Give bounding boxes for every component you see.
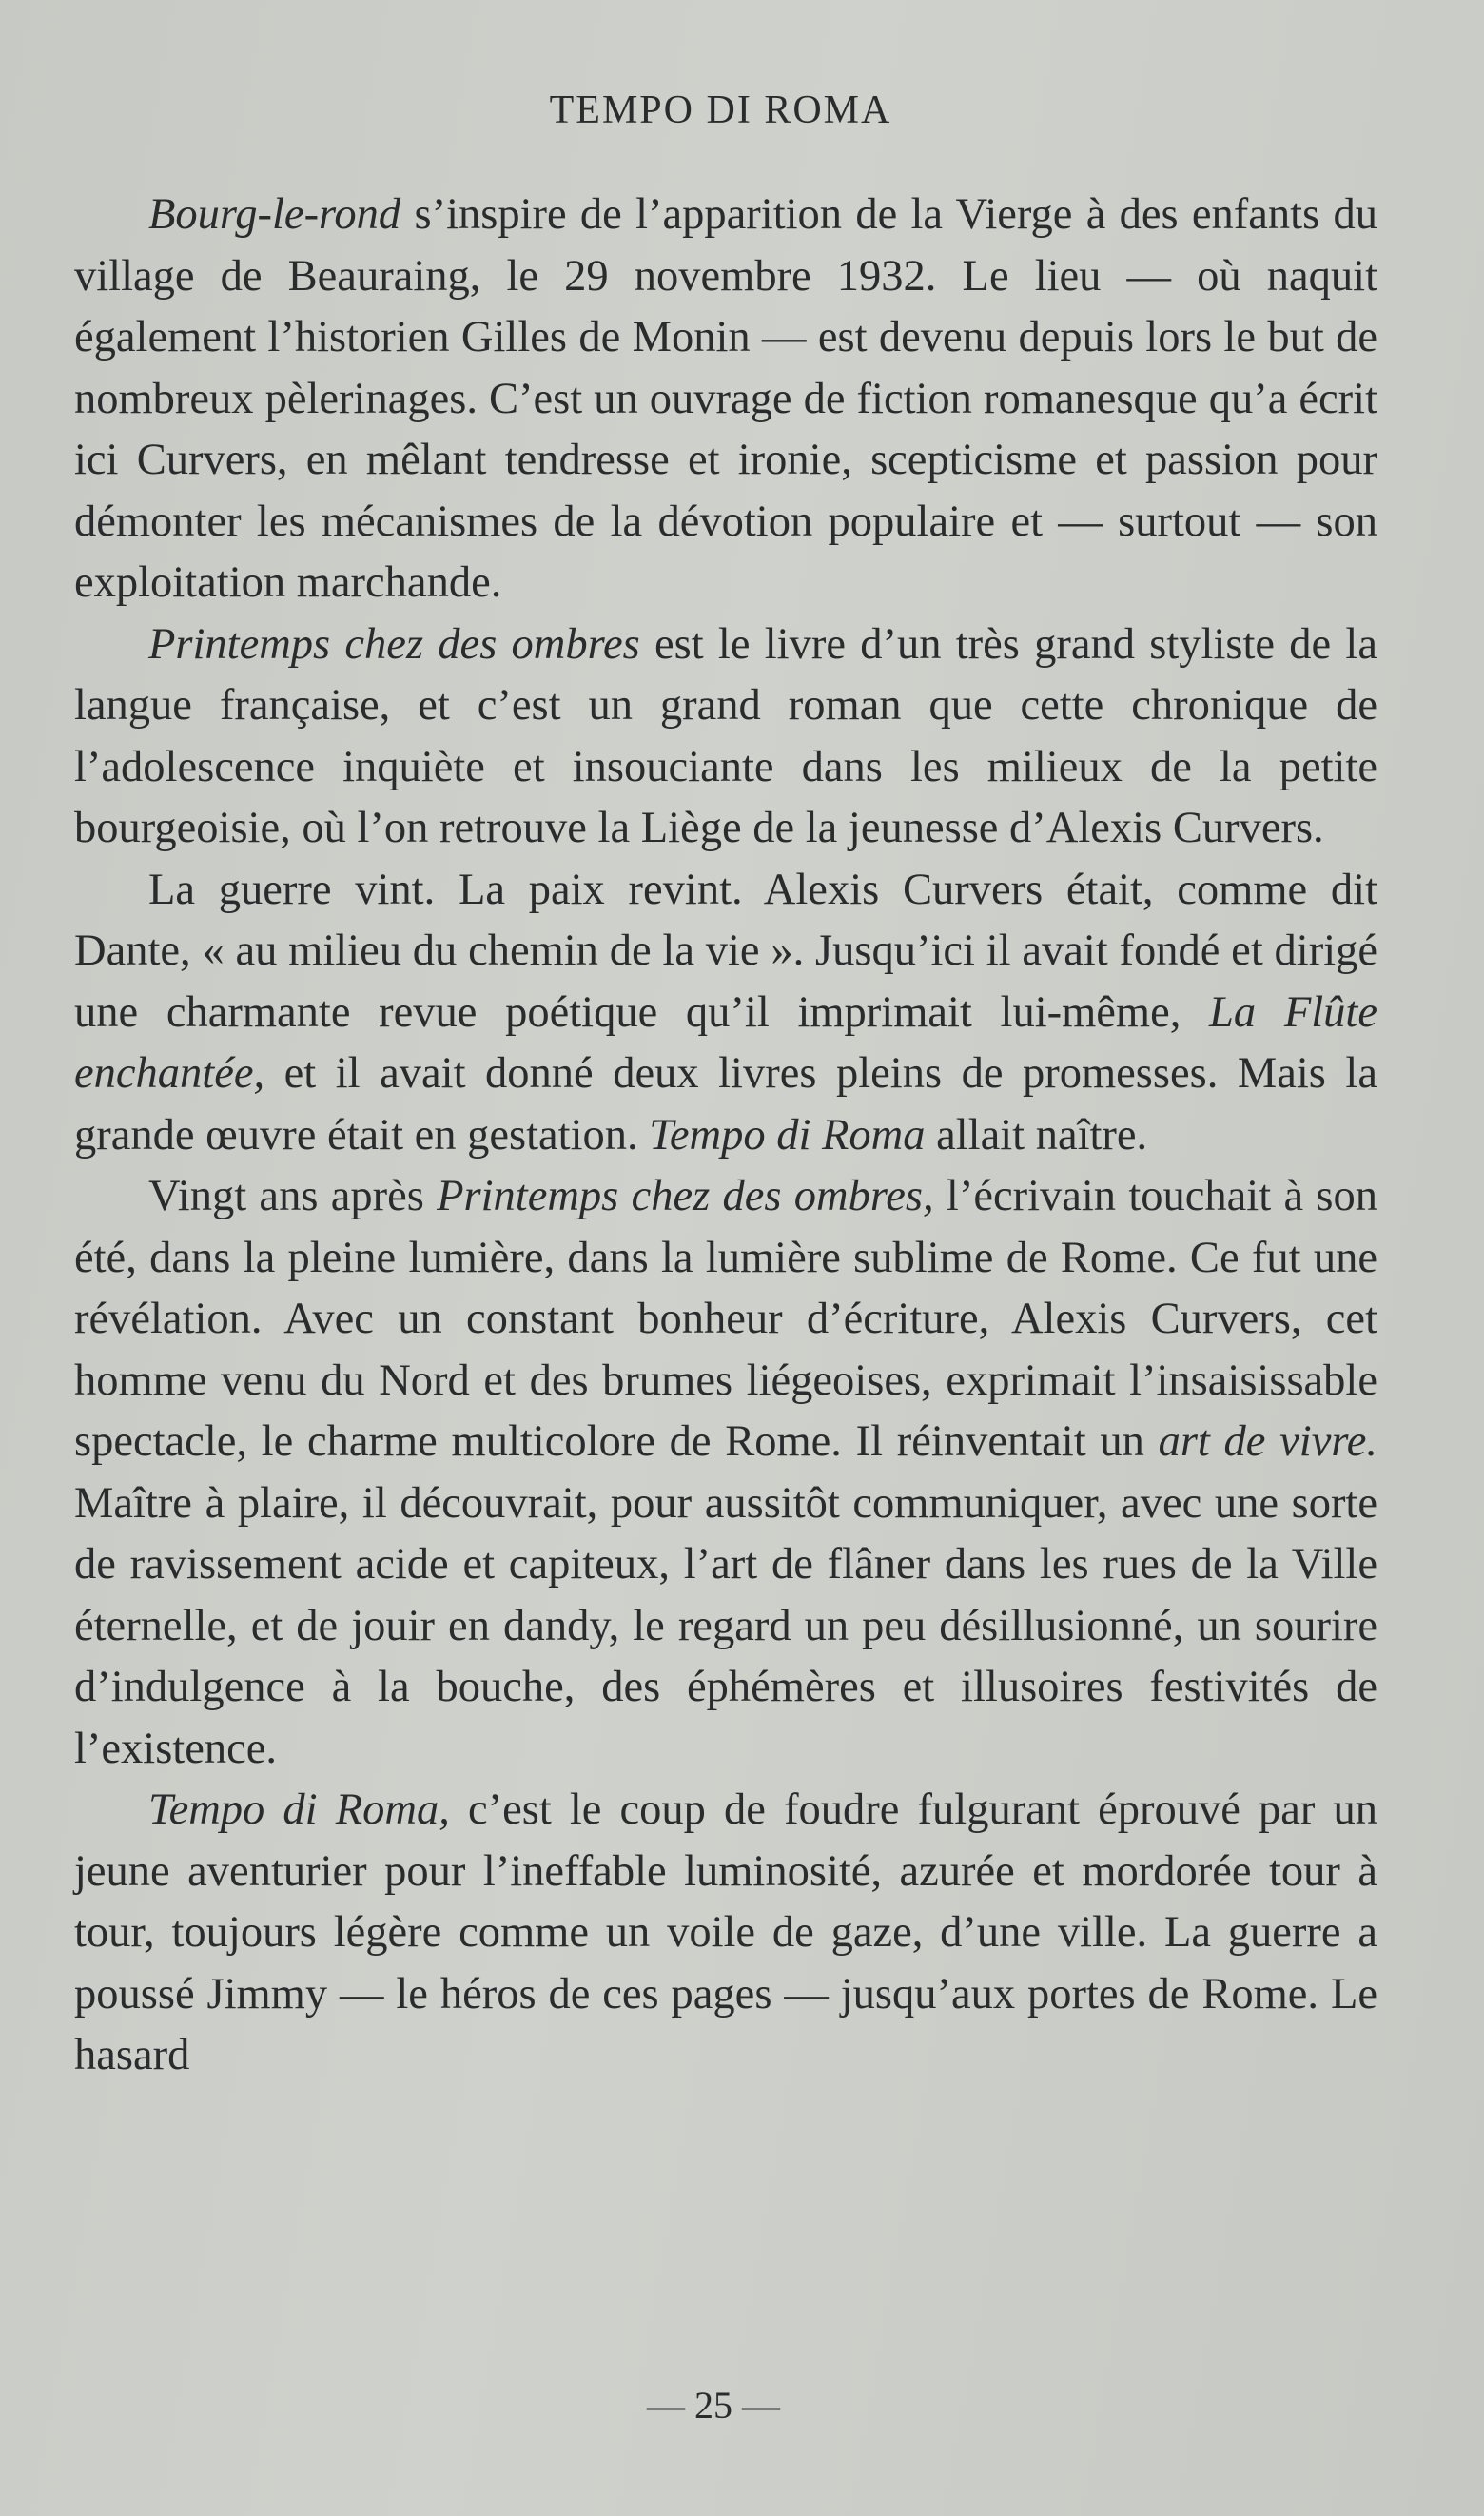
paragraph-4 bbox=[74, 1166, 1377, 1780]
book-title-tempo-2: Tempo di Roma, bbox=[148, 1785, 450, 1834]
paragraph-4-text-a: Vingt ans après bbox=[148, 1172, 438, 1220]
book-title-tempo: Tempo di Roma bbox=[649, 1110, 926, 1160]
book-title-flute: La Flûte enchantée, bbox=[74, 987, 1377, 1098]
paragraph-1 bbox=[74, 185, 1377, 614]
paragraph-3-text-a: La guerre vint. La paix revint. Alexis Curvers était, comme dit Dante, « au milieu du chemin de la vie ». Jusqu’ici il avait fondé et dirigé une charmante revue poétique qu’il imprimait lui-même, bbox=[74, 865, 1377, 1037]
emphasis-art-de-vivre: art de vivre. bbox=[1158, 1417, 1377, 1466]
paragraph-3-text-c: allait naître. bbox=[925, 1110, 1148, 1160]
book-title-bourg-le-rond: Bourg-le-rond bbox=[148, 190, 401, 239]
paragraph-3-text-b: et il avait donné deux livres pleins de promesses. Mais la grande œuvre était en gestation. bbox=[74, 1049, 1377, 1160]
paragraph-5 bbox=[74, 1780, 1377, 2087]
paragraph-3 bbox=[74, 860, 1377, 1167]
book-title-printemps-2: Printemps chez des ombres, bbox=[437, 1172, 934, 1220]
paragraph-4-text-b: l’écrivain touchait à son été, dans la pleine lumière, dans la lumière sublime de Rome. Ce fut une révélation. Avec un constant bonheur d’écriture, Alexis Curvers, cet homme venu du Nord et des brumes liégeoises, exprimait l’insaisissable spectacle, le charme multicolore de Rome. Il réinventait un bbox=[74, 1172, 1377, 1466]
page-number: — 25 — bbox=[647, 2384, 780, 2427]
paragraph-4-text-c: Maître à plaire, il découvrait, pour aussitôt communiquer, avec une sorte de ravissement acide et capiteux, l’art de flâner dans les rues de la Ville éternelle, et de jouir en dandy, le regard un peu désillusionné, un sourire d’indulgence à la bouche, des éphémères et illusoires festivités de l’existence. bbox=[74, 1478, 1377, 1773]
book-title-printemps: Printemps chez des ombres bbox=[148, 619, 640, 669]
paragraph-5-text: c’est le coup de foudre fulgurant éprouvé par un jeune aventurier pour l’ineffable luminosité, azurée et mordorée tour à tour, toujours légère comme un voile de gaze, d’une ville. La guerre a poussé Jimmy — le héros de ces pages — jusqu’aux portes de Rome. Le hasard bbox=[74, 1785, 1377, 2079]
paragraph-2-text: est le livre d’un très grand styliste de la langue française, et c’est un grand roman que cette chronique de l’adolescence inquiète et insouciante dans les milieux de la petite bourgeoisie, où l’on retrouve la Liège de la jeunesse d’Alexis Curvers. bbox=[74, 619, 1377, 852]
paragraph-1-text: s’inspire de l’apparition de la Vierge à des enfants du village de Beauraing, le 29 novembre 1932. Le lieu — où naquit également l’historien Gilles de Monin — est devenu depuis lors le but de nombreux pèlerinages. C’est un ouvrage de fiction romanesque qu’a écrit ici Curvers, en mêlant tendresse et ironie, scepticisme et passion pour démonter les mécanismes de la dévotion populaire et — surtout — son exploitation marchande. bbox=[74, 190, 1377, 607]
running-head: TEMPO DI ROMA bbox=[549, 88, 892, 132]
paragraph-2 bbox=[74, 614, 1377, 860]
body-text bbox=[74, 185, 1377, 2087]
